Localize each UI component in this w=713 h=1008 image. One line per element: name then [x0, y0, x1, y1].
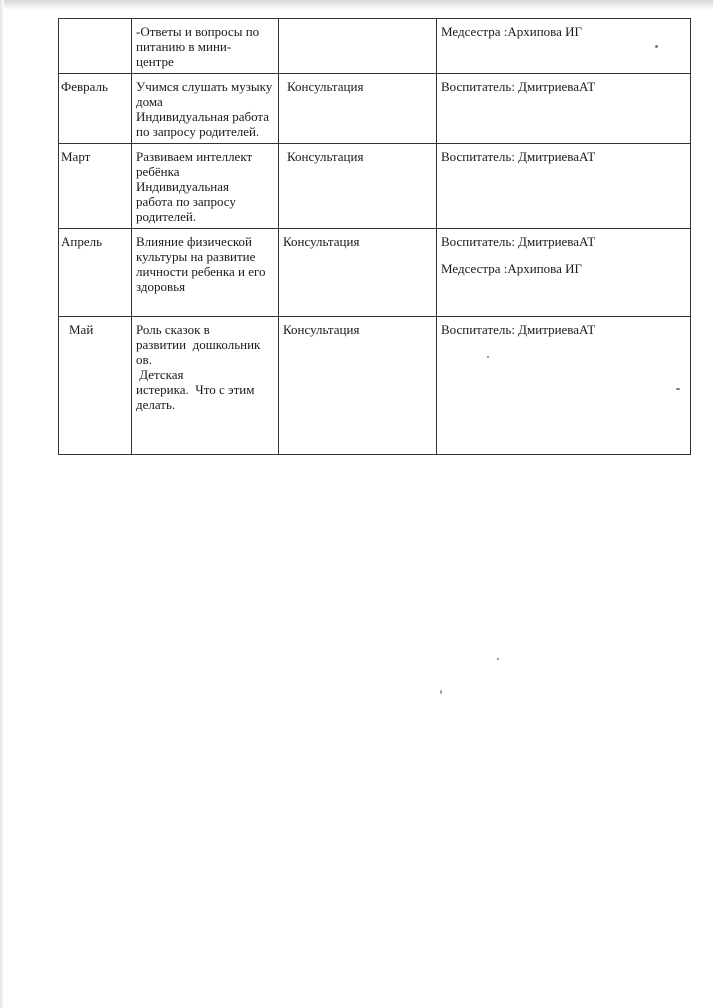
topic-line: истерика. Что с этим — [136, 382, 255, 397]
work-plan-table — [58, 18, 691, 455]
topic-line: здоровья — [136, 279, 186, 294]
topic-cell — [132, 317, 279, 455]
topic-line: Учимся слушать музыку — [136, 79, 273, 94]
topic-line: центре — [136, 54, 174, 69]
month-cell — [59, 19, 132, 74]
responsible-name: Воспитатель: ДмитриеваАТ — [441, 79, 596, 94]
form-label: Консультация — [283, 234, 360, 249]
month-label: Март — [61, 149, 91, 164]
topic-line: ов. — [136, 352, 152, 367]
topic-line: -Ответы и вопросы по — [136, 24, 260, 39]
topic-line: делать. — [136, 397, 176, 412]
topic-line: дома — [136, 94, 163, 109]
responsible-name: Воспитатель: ДмитриеваАТ — [441, 322, 596, 337]
month-label: Февраль — [61, 79, 108, 94]
form-cell — [279, 74, 437, 144]
topic-line: работа по запросу — [136, 194, 236, 209]
topic-line: Развиваем интеллект — [136, 149, 253, 164]
responsible-name: Воспитатель: ДмитриеваАТ — [441, 234, 596, 249]
month-cell — [59, 229, 132, 317]
month-label: Май — [69, 322, 94, 337]
month-cell — [59, 144, 132, 229]
responsible-name: Воспитатель: ДмитриеваАТ — [441, 149, 596, 164]
topic-cell — [132, 229, 279, 317]
responsible-name: Медсестра :Архипова ИГ — [441, 261, 583, 276]
topic-line: развитии дошкольник — [136, 337, 261, 352]
topic-line: по запросу родителей. — [136, 124, 260, 139]
table-row — [59, 229, 691, 317]
responsible-cell — [437, 317, 691, 455]
topic-line: питанию в мини- — [136, 39, 232, 54]
table-row — [59, 19, 691, 74]
form-label: Консультация — [287, 79, 364, 94]
form-cell — [279, 19, 437, 74]
topic-line: Детская — [136, 367, 184, 382]
table-row — [59, 74, 691, 144]
form-cell — [279, 317, 437, 455]
topic-cell — [132, 19, 279, 74]
topic-line: Влияние физической — [136, 234, 253, 249]
table-row — [59, 144, 691, 229]
month-cell — [59, 317, 132, 455]
responsible-cell — [437, 74, 691, 144]
topic-line: ребёнка — [136, 164, 180, 179]
form-cell — [279, 229, 437, 317]
form-label: Консультация — [287, 149, 364, 164]
scan-speck — [440, 690, 442, 694]
topic-line: культуры на развитие — [136, 249, 256, 264]
scan-speck — [497, 658, 499, 660]
topic-line: родителей. — [136, 209, 197, 224]
form-label: Консультация — [283, 322, 360, 337]
responsible-name: Медсестра :Архипова ИГ — [441, 24, 583, 39]
scan-top-edge — [0, 0, 713, 10]
topic-line: Индивидуальная работа — [136, 109, 270, 124]
responsible-cell — [437, 19, 691, 74]
topic-line: Индивидуальная — [136, 179, 229, 194]
topic-cell — [132, 74, 279, 144]
responsible-cell — [437, 229, 691, 317]
topic-cell — [132, 144, 279, 229]
month-label: Апрель — [61, 234, 103, 249]
form-cell — [279, 144, 437, 229]
table-row — [59, 317, 691, 455]
topic-line: личности ребенка и его — [136, 264, 266, 279]
responsible-cell — [437, 144, 691, 229]
month-cell — [59, 74, 132, 144]
scan-left-edge — [0, 0, 4, 1008]
topic-line: Роль сказок в — [136, 322, 210, 337]
